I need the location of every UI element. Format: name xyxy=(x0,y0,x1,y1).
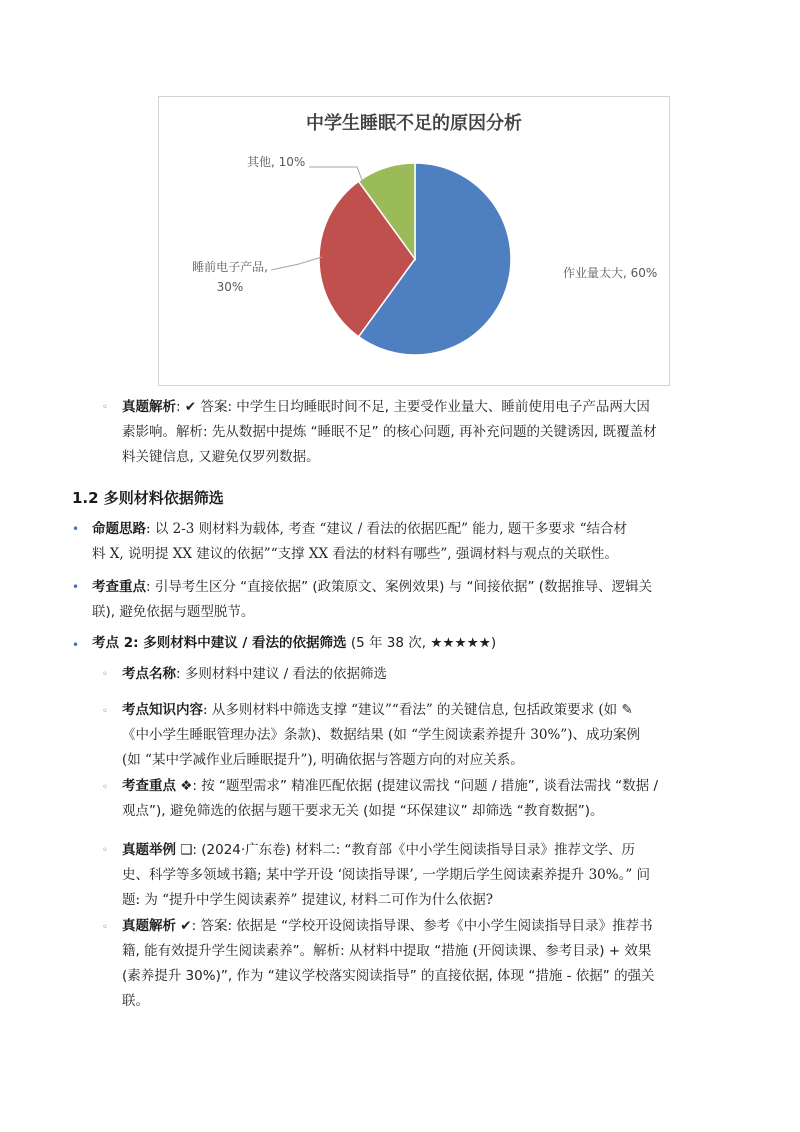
analysis-item-1: 真题解析: ✔ 答案: 中学生日均睡眠时间不足, 主要受作业量大、睡前使用电子产品两大因 素影响。解析: 先从数据中提炼 “睡眠不足” 的核心问题, 再补充问题的关键诱因, 既覆盖材 料关键信息, 又避免仅罗列数据。 xyxy=(122,399,657,465)
pie-chart xyxy=(158,96,670,386)
checkbox-icon: ❑ xyxy=(180,842,193,858)
leader-line-devices xyxy=(271,257,322,270)
bullet-circle: ◦ xyxy=(102,922,108,933)
chart-title: 中学生睡眠不足的原因分析 xyxy=(306,113,522,134)
diamond-icon: ❖ xyxy=(180,778,193,794)
bullet-circle: ◦ xyxy=(102,845,108,856)
pie-chart-svg xyxy=(159,97,669,385)
bullet-dot: • xyxy=(72,580,80,594)
slice-label-devices: 睡前电子产品, 30% xyxy=(192,260,268,294)
section-heading: 1.2 多则材料依据筛选 xyxy=(72,489,224,507)
focus-item-2: 考查重点 ❖: 按 “题型需求” 精准匹配依据 (提建议需找 “问题 / 措施”, 谈看法需找 “数据 / 观点”), 避免筛选的依据与题干要求无关 (如提 “环保建议” 却筛选 “教育数据”)。 xyxy=(122,778,658,819)
knowledge-item: 考点知识内容: 从多则材料中筛选支撑 “建议”“看法” 的关键信息, 包括政策要求 (如 ✎ 《中小学生睡眠管理办法》条款)、数据结果 (如 “学生阅读素养提升 30%”)、成功案例 (如 “某中学减作业后睡眠提升”), 明确依据与答题方向的对应关系。 xyxy=(122,702,640,768)
idea-item: 命题思路: 以 2-3 则材料为载体, 考查 “建议 / 看法的依据匹配” 能力, 题干多要求 “结合材 料 X, 说明提 XX 建议的依据”“支撑 XX 看法的材料有哪些”, 强调材料与观点的关联性。 xyxy=(92,521,628,562)
bullet-dot: • xyxy=(72,522,80,536)
checkmark-icon: ✔ xyxy=(180,918,192,934)
analysis-item-2: 真题解析 ✔: 答案: 依据是 “学校开设阅读指导课、参考《中小学生阅读指导目录》推荐书 籍, 能有效提升学生阅读素养”。解析: 从材料中提取 “措施 (开阅读课、参考目录) + 效果 (素养提升 30%)”, 作为 “建议学校落实阅读指导” 的直接依据, 体现 “措施 - 依据” 的强关 联。 xyxy=(122,918,655,1009)
slice-label-homework: 作业量太大, 60% xyxy=(563,266,658,280)
point-name-item: 考点名称: 多则材料中建议 / 看法的依据筛选 xyxy=(122,666,387,682)
point-item: 考点 2: 多则材料中建议 / 看法的依据筛选 (5 年 38 次, ★★★★★) xyxy=(92,635,497,651)
bullet-dot: • xyxy=(72,638,80,652)
bullet-circle: ◦ xyxy=(102,782,108,793)
slice-label-other: 其他, 10% xyxy=(247,155,306,169)
focus-item-1: 考查重点: 引导考生区分 “直接依据” (政策原文、案例效果) 与 “间接依据” (数据推导、逻辑关 联), 避免依据与题型脱节。 xyxy=(92,579,653,620)
bullet-circle: ◦ xyxy=(102,669,108,680)
bullet-circle: ◦ xyxy=(102,402,108,413)
pencil-icon: ✎ xyxy=(621,702,633,718)
leader-line-other xyxy=(309,167,364,185)
bullet-circle: ◦ xyxy=(102,706,108,717)
example-item: 真题举例 ❑: (2024·广东卷) 材料二: “教育部《中小学生阅读指导目录》推荐文学、历 史、科学等多领域书籍; 某中学开设 ‘阅读指导课’, 一学期后学生阅读素养提升 30%。” 问 题: 为 “提升中学生阅读素养” 提建议, 材料二可作为什么依据? xyxy=(122,842,651,908)
item-keyword: 真题解析 xyxy=(122,399,176,415)
checkmark-icon: ✔ xyxy=(184,399,197,415)
